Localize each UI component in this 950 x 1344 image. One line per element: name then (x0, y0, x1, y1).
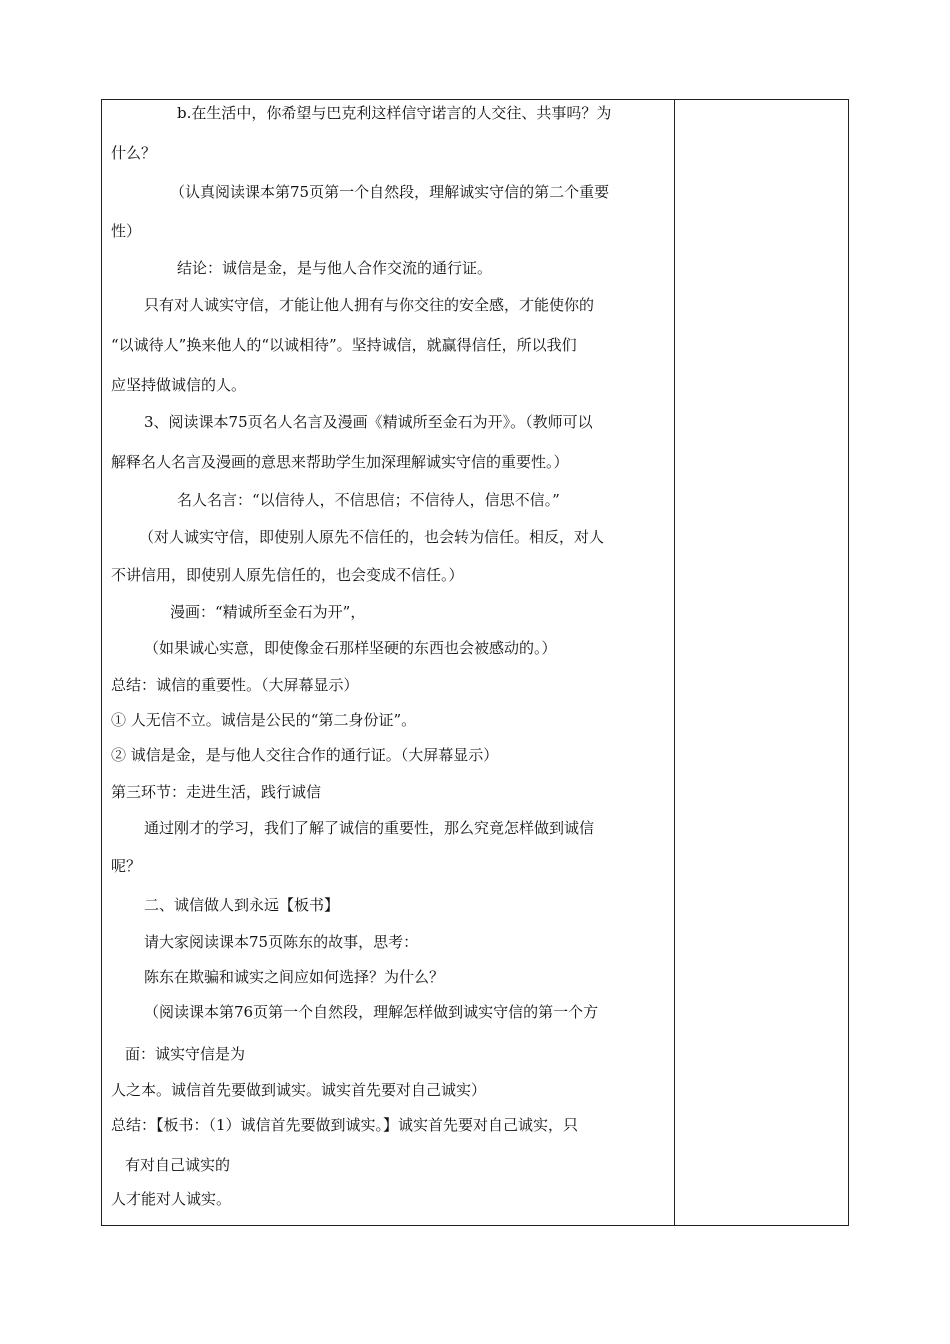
text-line-read-note-2-end: 人之本。诚信首先要做到诚实。诚实首先要对自己诚实） (111, 1081, 487, 1099)
text-line-summary-2-end: 人才能对人诚实。 (111, 1190, 232, 1208)
text-line-para-1-cont: “以诚待人”换来他人的“以诚相待”。坚持诚信，就赢得信任，所以我们 (111, 336, 577, 354)
text-line-heading-2: 二、诚信做人到永远【板书】 (144, 896, 340, 914)
text-line-para-2: 通过刚才的学习，我们了解了诚信的重要性，那么究竟怎样做到诚信 (144, 819, 595, 837)
text-line-section-3: 第三环节：走进生活，践行诚信 (111, 783, 322, 801)
text-line-para-1-end: 应坚持做诚信的人。 (111, 376, 247, 394)
text-line-point-2: ② 诚信是金，是与他人交往合作的通行证。（大屏幕显示） (111, 746, 499, 764)
text-line-item-3-cont: 解释名人名言及漫画的意思来帮助学生加深理解诚实守信的重要性。） (111, 453, 569, 471)
text-line-quote-explain: （对人诚实守信，即使别人原先不信任的，也会转为信任。相反，对人 (139, 528, 605, 546)
text-line-summary-2: 总结：【板书：（1）诚信首先要做到诚实。】诚实首先要对自己诚实，只 (111, 1116, 579, 1134)
text-line-read-note-1-cont: 性） (111, 222, 142, 240)
text-line-quote: 名人名言：“以信待人，不信思信；不信待人，信思不信。” (177, 491, 560, 509)
text-line-para-2-cont: 呢？ (111, 857, 142, 875)
text-line-comic-explain: （如果诚心实意，即使像金石那样坚硬的东西也会被感动的。） (144, 639, 557, 657)
text-line-b-question: b.在生活中，你希望与巴克利这样信守诺言的人交往、共事吗？为 (177, 104, 612, 122)
column-divider (674, 99, 675, 1226)
text-line-quote-explain-cont: 不讲信用，即使别人原先信任的，也会变成不信任。） (111, 566, 464, 584)
text-line-conclusion: 结论：诚信是金，是与他人合作交流的通行证。 (177, 259, 493, 277)
text-line-para-1: 只有对人诚实守信，才能让他人拥有与你交往的安全感，才能使你的 (144, 296, 595, 314)
text-line-read-note-2: （阅读课本第76页第一个自然段，理解怎样做到诚实守信的第一个方 (144, 1003, 599, 1021)
text-line-read-note-1: （认真阅读课本第75页第一个自然段，理解诚实守信的第二个重要 (170, 183, 610, 201)
text-line-summary-1: 总结：诚信的重要性。（大屏幕显示） (111, 676, 359, 694)
text-line-b-question-cont: 什么？ (111, 144, 157, 162)
text-line-read-note-2-cont: 面：诚实守信是为 (125, 1045, 246, 1063)
text-line-point-1: ① 人无信不立。诚信是公民的“第二身份证”。 (111, 711, 417, 729)
text-line-read-story: 请大家阅读课本75页陈东的故事，思考： (144, 933, 419, 951)
text-line-story-question: 陈东在欺骗和诚实之间应如何选择？为什么？ (144, 968, 445, 986)
text-line-item-3: 3、阅读课本75页名人名言及漫画《精诚所至金石为开》。（教师可以 (144, 413, 593, 431)
text-line-summary-2-cont: 有对自己诚实的 (125, 1156, 231, 1174)
text-line-comic: 漫画：“精诚所至金石为开”， (170, 603, 366, 621)
